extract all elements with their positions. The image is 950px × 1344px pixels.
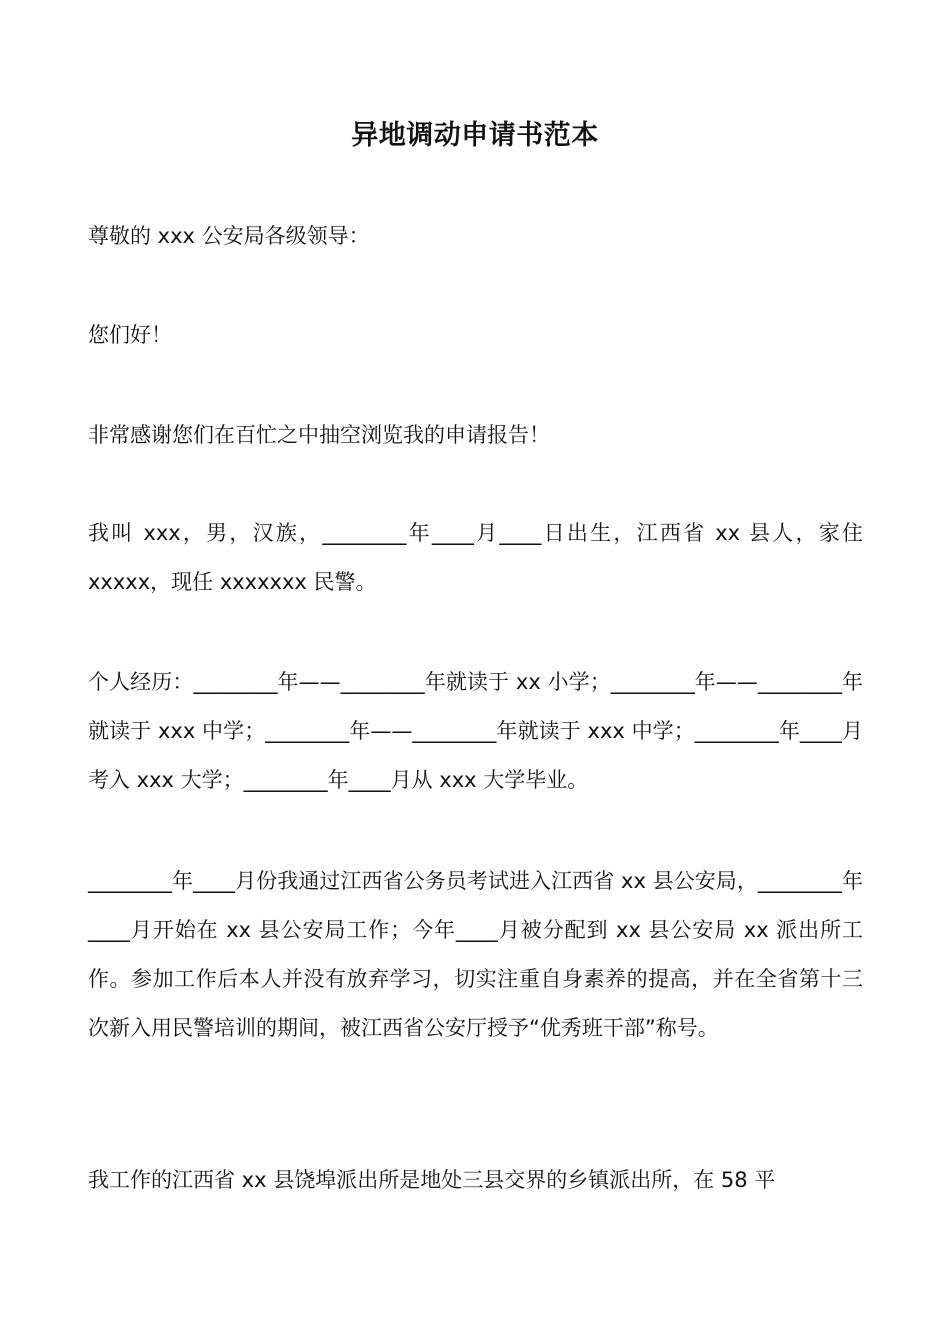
document-title: 异地调动申请书范本 <box>351 120 599 151</box>
intro-paragraph: 我叫 xxx，男，汉族，________年____月____日出生，江西省 xx 县人，家住 xxxxx，现任 xxxxxxx 民警。 <box>88 521 863 594</box>
experience-paragraph: 个人经历：________年——________年就读于 xx 小学；________年——________年就读于 xxx 中学；________年——________年就读于 xxx 中学；________年____月考入 xxx 大学；________年____月从 xxx 大学毕业。 <box>88 670 863 792</box>
salutation-paragraph: 尊敬的 xxx 公安局各级领导： <box>88 224 370 248</box>
greeting-paragraph: 您们好！ <box>88 323 172 347</box>
thanks-paragraph: 非常感谢您们在百忙之中抽空浏览我的申请报告！ <box>88 423 550 447</box>
station-paragraph: 我工作的江西省 xx 县饶埠派出所是地处三县交界的乡镇派出所，在 58 平 <box>88 1168 776 1192</box>
work-paragraph: ________年____月份我通过江西省公务员考试进入江西省 xx 县公安局，________年____月开始在 xx 县公安局工作；今年____月被分配到 xx 县公安局 xx 派出所工作。参加工作后本人并没有放弃学习，切实注重自身素养的提高，并在全省第十三次新入用民警培训的期间，被江西省公安厅授予“优秀班干部”称号。 <box>88 869 863 1040</box>
